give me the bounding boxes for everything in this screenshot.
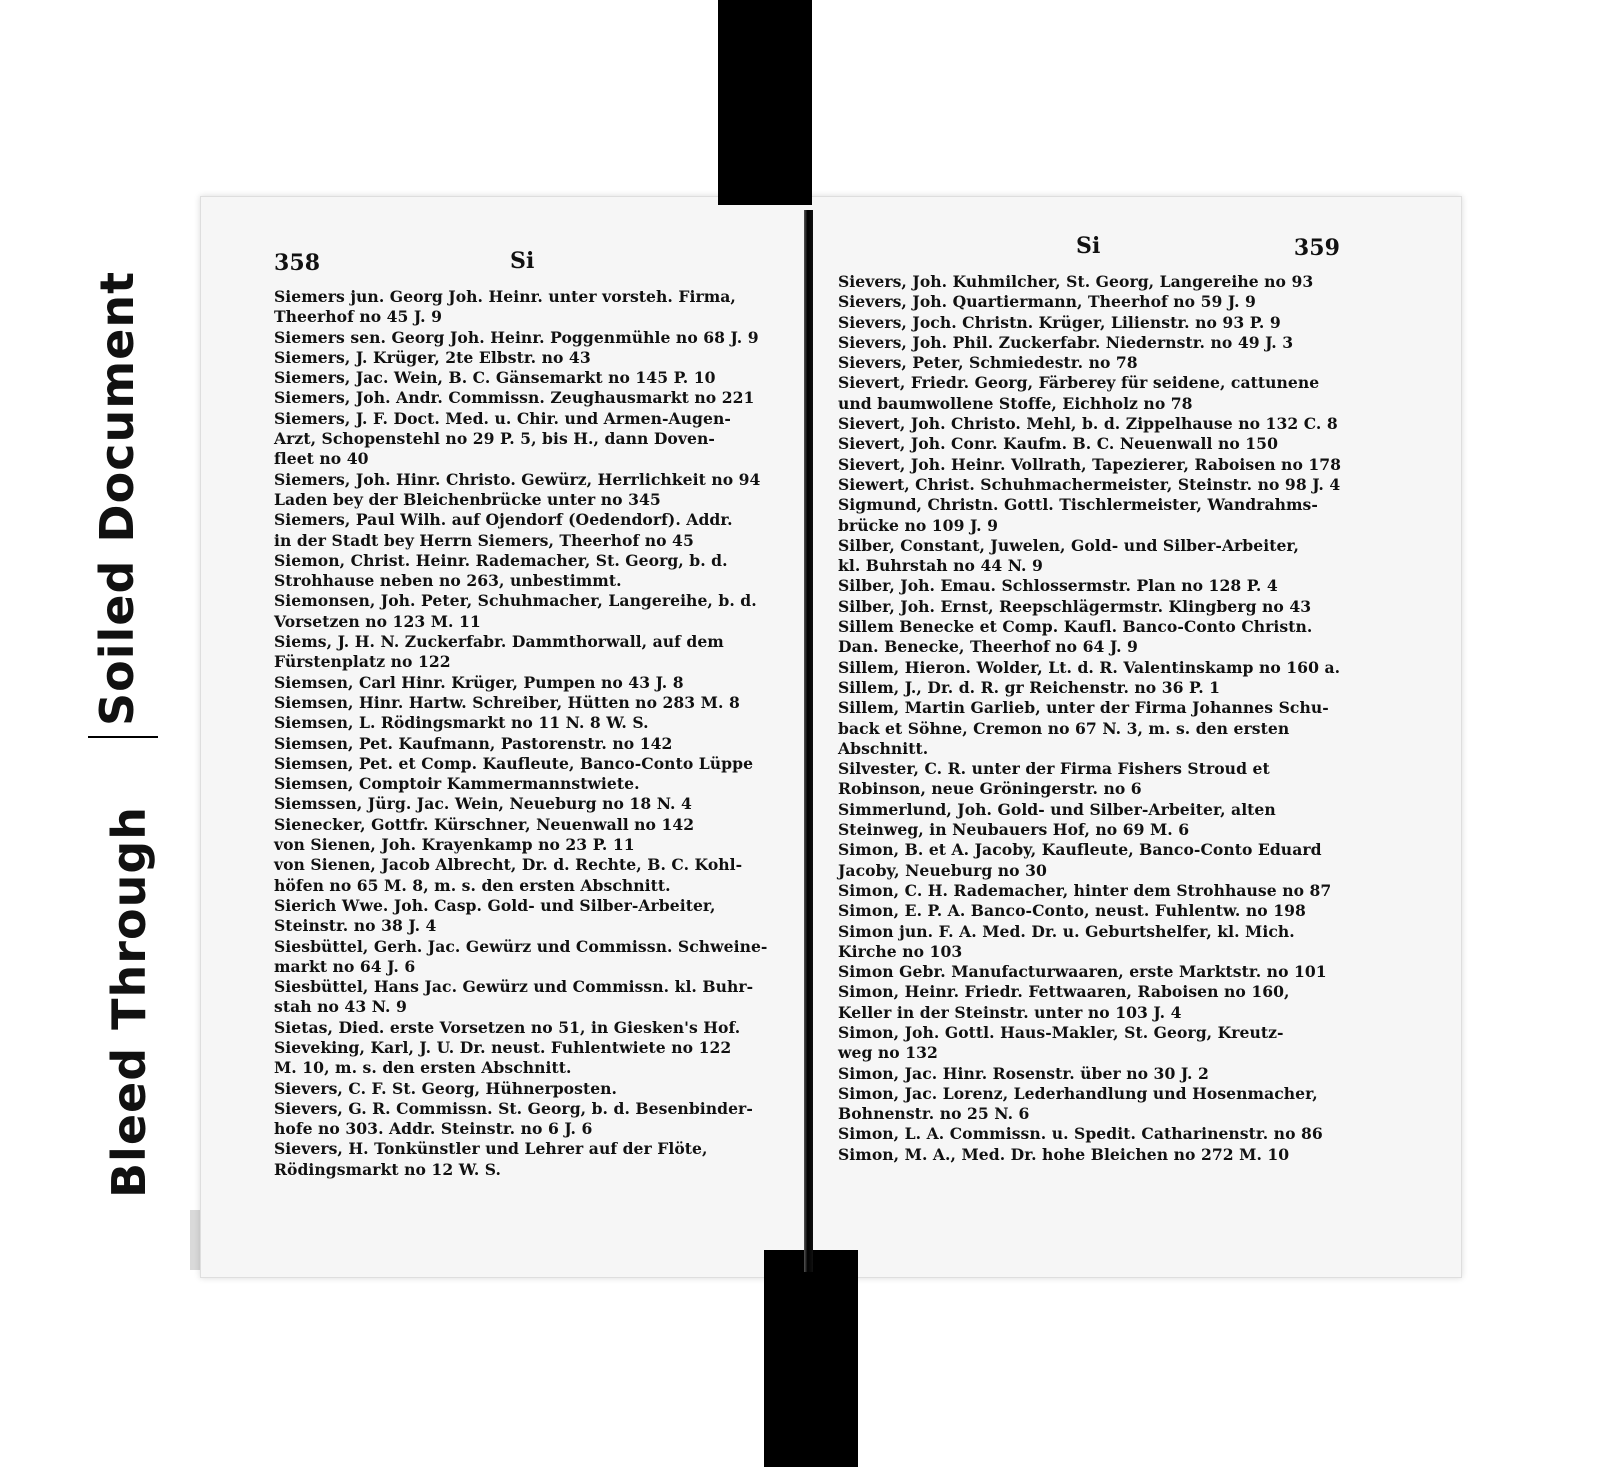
directory-entry [838, 1084, 1340, 1125]
directory-entry [838, 292, 1340, 312]
entry-line: Siemers, J. F. Doct. Med. u. Chir. und Armen-Augen- [274, 408, 731, 428]
entry-line: stah no 43 N. 9 [274, 997, 407, 1017]
entry-line: Sillem, J., Dr. d. R. gr Reichenstr. no 36 P. 1 [838, 677, 1221, 697]
entry-line: Siemonsen, Joh. Peter, Schuhmacher, Langereihe, b. d. [274, 591, 757, 611]
directory-entry [838, 617, 1340, 658]
entry-line: Laden bey der Bleichenbrücke unter no 345 [274, 489, 661, 509]
entry-line: Steinweg, in Neubauers Hof, no 69 M. 6 [838, 820, 1190, 840]
directory-entry [838, 1124, 1340, 1144]
entry-line: Keller in der Steinstr. unter no 103 J. 4 [838, 1002, 1182, 1022]
right-page [838, 232, 1340, 1165]
entry-line: Simon, Joh. Gottl. Haus-Makler, St. Georg, Kreutz- [838, 1022, 1284, 1042]
entry-line: Sillem Benecke et Comp. Kaufl. Banco-Conto Christn. [838, 617, 1313, 637]
entry-line: M. 10, m. s. den ersten Abschnitt. [274, 1058, 572, 1078]
entry-line: Sillem, Hieron. Wolder, Lt. d. R. Valentinskamp no 160 a. [838, 657, 1341, 677]
entry-line: Theerhof no 45 J. 9 [274, 307, 442, 327]
directory-entry [838, 536, 1340, 577]
entry-line: Sievert, Joh. Christo. Mehl, b. d. Zippelhause no 132 C. 8 [838, 414, 1338, 434]
left-page-number: 358 [274, 250, 321, 276]
entry-line: Simon, Heinr. Friedr. Fettwaaren, Raboisen no 160, [838, 982, 1290, 1002]
binding-clip-bottom [764, 1250, 858, 1467]
entry-line: Simon, B. et A. Jacoby, Kaufleute, Banco-Conto Eduard [838, 840, 1322, 860]
binding-clip-top [718, 0, 812, 205]
entry-line: Vorsetzen no 123 M. 11 [274, 611, 481, 631]
directory-entry [274, 632, 784, 673]
directory-entry [274, 591, 784, 632]
entry-line: Siemsen, L. Rödingsmarkt no 11 N. 8 W. S. [274, 713, 649, 733]
entry-line: von Sienen, Jacob Albrecht, Dr. d. Rechte, B. C. Kohl- [274, 855, 743, 875]
directory-entry [274, 510, 784, 551]
entry-line: Dan. Benecke, Theerhof no 64 J. 9 [838, 637, 1138, 657]
entry-line: Siesbüttel, Hans Jac. Gewürz und Commissn. kl. Buhr- [274, 977, 754, 997]
directory-entry [274, 937, 784, 978]
entry-line: Siewert, Christ. Schuhmachermeister, Steinstr. no 98 J. 4 [838, 474, 1341, 494]
entry-line: Siemers, Jac. Wein, B. C. Gänsemarkt no 145 P. 10 [274, 368, 716, 388]
entry-line: höfen no 65 M. 8, m. s. den ersten Abschnitt. [274, 875, 671, 895]
directory-entry [838, 800, 1340, 841]
directory-entry [838, 881, 1340, 901]
right-page-header [838, 232, 1340, 272]
entry-line: Abschnitt. [838, 738, 929, 758]
entry-line: markt no 64 J. 6 [274, 956, 416, 976]
entry-line: Siems, J. H. N. Zuckerfabr. Dammthorwall, auf dem [274, 632, 724, 652]
entry-line: Simon, M. A., Med. Dr. hohe Bleichen no 272 M. 10 [838, 1144, 1290, 1164]
book-gutter [804, 210, 813, 1272]
entry-line: Bohnenstr. no 25 N. 6 [838, 1104, 1030, 1124]
directory-entry [274, 754, 784, 795]
directory-entry [274, 977, 784, 1018]
directory-entry [274, 1018, 784, 1038]
directory-entry [838, 475, 1340, 495]
directory-entry [838, 1145, 1340, 1165]
directory-entry [274, 470, 784, 511]
directory-entry [274, 1139, 784, 1180]
entry-line: Siemers jun. Georg Joh. Heinr. unter vorsteh. Firma, [274, 287, 736, 306]
entry-line: von Sienen, Joh. Krayenkamp no 23 P. 11 [274, 835, 635, 855]
entry-line: Siemers, Joh. Andr. Commissn. Zeughausmarkt no 221 [274, 388, 755, 408]
entry-line: Arzt, Schopenstehl no 29 P. 5, bis H., dann Doven- [274, 429, 715, 449]
entry-line: weg no 132 [838, 1043, 938, 1063]
directory-entry [838, 698, 1340, 759]
directory-entry [274, 794, 784, 814]
entry-line: Sievers, C. F. St. Georg, Hühnerposten. [274, 1078, 618, 1098]
directory-entry [838, 962, 1340, 982]
stamp-bleed-through: Bleed Through [102, 805, 156, 1198]
directory-entry [838, 333, 1340, 353]
directory-entry [274, 368, 784, 388]
directory-entry [838, 272, 1340, 292]
directory-entry [274, 388, 784, 408]
directory-entry [838, 922, 1340, 963]
directory-entry [274, 693, 784, 713]
entry-line: und baumwollene Stoffe, Eichholz no 78 [838, 393, 1193, 413]
entry-line: Steinstr. no 38 J. 4 [274, 916, 437, 936]
entry-line: Sievers, Joh. Phil. Zuckerfabr. Niedernstr. no 49 J. 3 [838, 332, 1294, 352]
entry-line: Siemssen, Jürg. Jac. Wein, Neueburg no 18 N. 4 [274, 794, 692, 814]
directory-entry [838, 678, 1340, 698]
archive-stamp-text [58, 208, 188, 1198]
directory-entry [274, 348, 784, 368]
directory-entry [274, 835, 784, 855]
directory-entry [838, 434, 1340, 454]
entry-line: Sievers, G. R. Commissn. St. Georg, b. d. Besenbinder- [274, 1098, 753, 1118]
entry-line: Sievers, Joh. Quartiermann, Theerhof no 59 J. 9 [838, 292, 1256, 312]
entry-line: Silvester, C. R. unter der Firma Fishers Stroud et [838, 759, 1270, 779]
directory-entry [838, 1064, 1340, 1084]
entry-line: Silber, Joh. Ernst, Reepschlägermstr. Klingberg no 43 [838, 596, 1312, 616]
entry-line: Siemers sen. Georg Joh. Heinr. Poggenmühle no 68 J. 9 [274, 327, 759, 347]
directory-entry [838, 495, 1340, 536]
directory-entry [274, 328, 784, 348]
directory-entry [274, 815, 784, 835]
entry-line: Silber, Joh. Emau. Schlossermstr. Plan no 128 P. 4 [838, 576, 1278, 596]
entry-line: Robinson, neue Gröningerstr. no 6 [838, 779, 1142, 799]
entry-line: Siemers, Joh. Hinr. Christo. Gewürz, Herrlichkeit no 94 [274, 469, 761, 489]
entry-line: Siemsen, Carl Hinr. Krüger, Pumpen no 43 J. 8 [274, 672, 684, 692]
entry-line: Kirche no 103 [838, 941, 963, 961]
directory-entry [838, 576, 1340, 596]
entry-line: Simon, L. A. Commissn. u. Spedit. Catharinenstr. no 86 [838, 1124, 1323, 1144]
entry-line: Sievert, Friedr. Georg, Färberey für seidene, cattunene [838, 373, 1320, 393]
directory-entry [838, 414, 1340, 434]
entry-line: in der Stadt bey Herrn Siemers, Theerhof no 45 [274, 530, 694, 550]
directory-entry [274, 1079, 784, 1099]
left-directory-list [274, 287, 784, 1180]
entry-line: back et Söhne, Cremon no 67 N. 3, m. s. den ersten [838, 718, 1290, 738]
entry-line: Simon, E. P. A. Banco-Conto, neust. Fuhlentw. no 198 [838, 901, 1306, 921]
directory-entry [274, 673, 784, 693]
entry-line: Siemon, Christ. Heinr. Rademacher, St. Georg, b. d. [274, 550, 728, 570]
directory-entry [838, 658, 1340, 678]
directory-entry [838, 1023, 1340, 1064]
right-directory-list [838, 272, 1340, 1165]
entry-line: Sievers, Joh. Kuhmilcher, St. Georg, Langereihe no 93 [838, 272, 1314, 291]
entry-line: Silber, Constant, Juwelen, Gold- und Silber-Arbeiter, [838, 535, 1300, 555]
left-page [274, 247, 784, 1180]
entry-line: Sievers, H. Tonkünstler und Lehrer auf der Flöte, [274, 1139, 708, 1159]
entry-line: hofe no 303. Addr. Steinstr. no 6 J. 6 [274, 1119, 593, 1139]
entry-line: kl. Buhrstah no 44 N. 9 [838, 556, 1043, 576]
entry-line: Sievers, Joch. Christn. Krüger, Lilienstr. no 93 P. 9 [838, 312, 1281, 332]
entry-line: Simmerlund, Joh. Gold- und Silber-Arbeiter, alten [838, 799, 1276, 819]
entry-line: Sietas, Died. erste Vorsetzen no 51, in Giesken's Hof. [274, 1017, 741, 1037]
right-page-heading: Si [1076, 233, 1101, 259]
directory-entry [838, 353, 1340, 373]
directory-entry [838, 901, 1340, 921]
entry-line: Simon jun. F. A. Med. Dr. u. Geburtshelfer, kl. Mich. [838, 921, 1295, 941]
directory-entry [274, 1038, 784, 1079]
entry-line: Strohhause neben no 263, unbestimmt. [274, 571, 622, 591]
directory-entry [274, 1099, 784, 1140]
directory-entry [838, 597, 1340, 617]
directory-entry [274, 855, 784, 896]
left-page-heading: Si [510, 248, 535, 274]
directory-entry [274, 713, 784, 733]
entry-line: Siesbüttel, Gerh. Jac. Gewürz und Commissn. Schweine- [274, 936, 768, 956]
entry-line: Simon, C. H. Rademacher, hinter dem Strohhause no 87 [838, 880, 1332, 900]
directory-entry [838, 373, 1340, 414]
entry-line: brücke no 109 J. 9 [838, 515, 999, 535]
stamp-separator [88, 736, 158, 738]
entry-line: Sievert, Joh. Conr. Kaufm. B. C. Neuenwall no 150 [838, 434, 1278, 454]
directory-entry [274, 551, 784, 592]
right-page-number: 359 [1293, 235, 1340, 261]
directory-entry [838, 455, 1340, 475]
entry-line: Simon Gebr. Manufacturwaaren, erste Marktstr. no 101 [838, 962, 1327, 982]
entry-line: Rödingsmarkt no 12 W. S. [274, 1159, 502, 1179]
entry-line: Sillem, Martin Garlieb, unter der Firma Johannes Schu- [838, 698, 1329, 718]
left-page-header [274, 247, 784, 287]
entry-line: Sigmund, Christn. Gottl. Tischlermeister, Wandrahms- [838, 495, 1318, 515]
entry-line: Sierich Wwe. Joh. Casp. Gold- und Silber-Arbeiter, [274, 895, 716, 915]
entry-line: Siemers, Paul Wilh. auf Ojendorf (Oedendorf). Addr. [274, 510, 733, 530]
directory-entry [274, 896, 784, 937]
directory-entry [274, 287, 784, 328]
directory-entry [838, 313, 1340, 333]
entry-line: Siemsen, Comptoir Kammermannstwiete. [274, 774, 640, 794]
directory-entry [838, 982, 1340, 1023]
entry-line: Fürstenplatz no 122 [274, 652, 451, 672]
entry-line: Simon, Jac. Hinr. Rosenstr. über no 30 J. 2 [838, 1063, 1209, 1083]
entry-line: Siemsen, Pet. et Comp. Kaufleute, Banco-Conto Lüppe [274, 753, 754, 773]
entry-line: Sieveking, Karl, J. U. Dr. neust. Fuhlentwiete no 122 [274, 1037, 732, 1057]
directory-entry [838, 840, 1340, 881]
entry-line: fleet no 40 [274, 449, 369, 469]
entry-line: Simon, Jac. Lorenz, Lederhandlung und Hosenmacher, [838, 1083, 1318, 1103]
entry-line: Siemsen, Hinr. Hartw. Schreiber, Hütten no 283 M. 8 [274, 692, 740, 712]
entry-line: Siemers, J. Krüger, 2te Elbstr. no 43 [274, 347, 591, 367]
entry-line: Sievert, Joh. Heinr. Vollrath, Tapezierer, Raboisen no 178 [838, 454, 1342, 474]
entry-line: Siemsen, Pet. Kaufmann, Pastorenstr. no 142 [274, 733, 673, 753]
directory-entry [838, 759, 1340, 800]
directory-entry [274, 409, 784, 470]
entry-line: Sievers, Peter, Schmiedestr. no 78 [838, 353, 1138, 373]
entry-line: Sienecker, Gottfr. Kürschner, Neuenwall no 142 [274, 814, 695, 834]
archive-stamp [58, 208, 188, 1198]
directory-entry [274, 734, 784, 754]
stamp-soiled-document: Soiled Document [90, 270, 144, 726]
entry-line: Jacoby, Neueburg no 30 [838, 860, 1047, 880]
